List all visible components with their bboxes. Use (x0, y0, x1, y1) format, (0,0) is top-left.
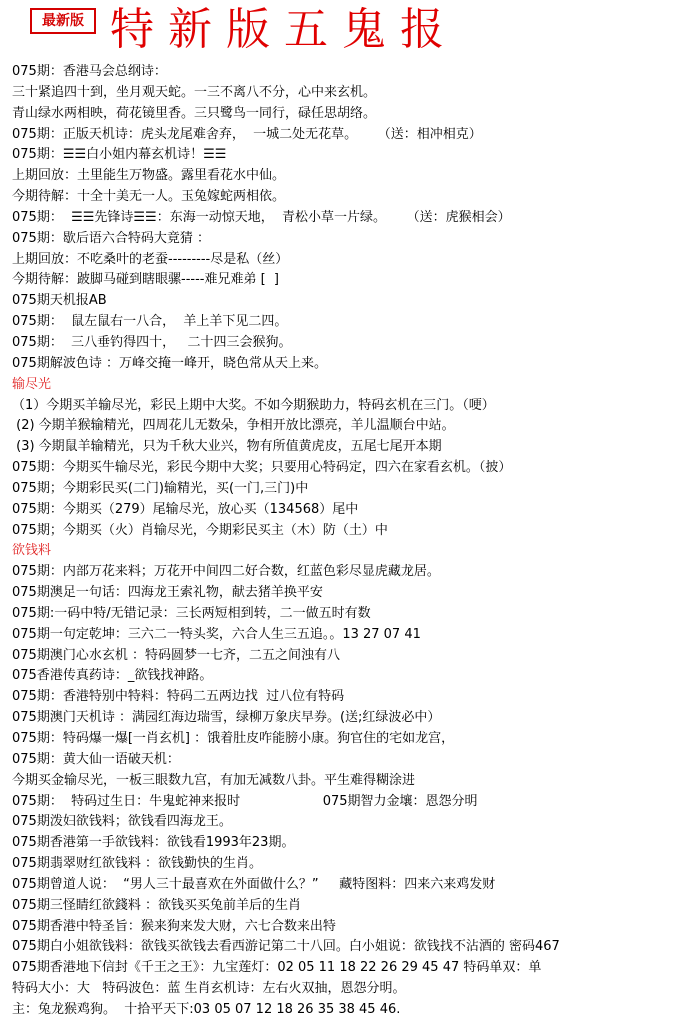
text-line: 特码大小：大 特码波色：蓝 生肖玄机诗：左右火双抽，恩怨分明。 (12, 981, 406, 997)
text-line: 075期；今期彩民买(二门)输精光，买(一门,三门)中 (12, 480, 309, 496)
section-heading: 输尽光 (12, 376, 52, 392)
text-line: 075期澳足一句话：四海龙王索礼物，献去猪羊换平安 (12, 585, 323, 601)
text-line: 075期解波色诗 ：万峰交掩一峰开，晓色常从天上来。 (12, 355, 327, 371)
content-lines (12, 62, 678, 1021)
text-line: 075期：今期买牛输尽光，彩民今期中大奖；只要用心特码定，四六在家看玄机。（披） (12, 460, 512, 476)
text-line: 上期回放：土里能生万物盛。露里看花水中仙。 (12, 168, 286, 184)
text-line: 三十紧追四十到，坐月观天蛇。一三不离八不分，心中来玄机。 (12, 84, 377, 100)
text-line: 075期：内部万花来料；万花开中间四二好合数，红蓝色彩尽显虎藏龙居。 (12, 564, 440, 580)
text-line: （1）今期买羊输尽光，彩民上期中大奖。不如今期猴助力，特码玄机在三门。（哽） (12, 397, 495, 413)
text-line: 075期一句定乾坤：三六二一特头奖，六合人生三五追。。13 27 07 41 (12, 626, 421, 642)
text-line: 075期天机报AB (12, 293, 107, 309)
text-line: 075期三怪睛红欲錢料 ：欲钱买买兔前羊后的生肖 (12, 897, 301, 913)
text-line: 075期：香港特别中特料：特码二五两边找 过八位有特码 (12, 689, 345, 705)
text-line: 075期： 特码过生日：牛鬼蛇神来报时 075期智力金壤：恩怨分明 (12, 793, 478, 809)
text-line: 今期待解：跛脚马碰到瞎眼骡-----难兄难弟 [ ] (12, 272, 279, 288)
text-line: 075期澳门天机诗 ：满园红海边瑞雪，绿柳万象庆早券。(送;红绿波必中） (12, 710, 441, 726)
text-line: (3) 今期鼠羊输精光，只为千秋大业兴，物有所值黄虎皮，五尾七尾开本期 (12, 439, 442, 455)
text-line: 075期翡翠财红欲钱料 ：欲钱勤快的生肖。 (12, 856, 262, 872)
text-line: 075期:一码中特/无错记录：三长两短相到转，二一做五时有数 (12, 605, 371, 621)
text-line: 075期泼妇欲钱料；欲钱看四海龙王。 (12, 814, 232, 830)
page-header (0, 0, 678, 62)
text-line: 075期香港地下信封《千王之王》：九宝莲灯：02 05 11 18 22 26 29 45 47 特码单双：单 (12, 960, 542, 976)
text-line: 上期回放：不吃桑叶的老蚕---------尽是私（丝） (12, 251, 289, 267)
text-line: 075期香港中特圣旨：猴来狗来发大财，六七合数来出特 (12, 918, 336, 934)
page-title: 特新版五鬼报 (110, 4, 458, 55)
text-line: 075期：今期买（279）尾输尽光，放心买（134568）尾中 (12, 501, 359, 517)
text-line: 075期香港第一手欲钱料：欲钱看1993年23期。 (12, 835, 295, 851)
text-line: 075香港传真药诗：_欲钱找神路。 (12, 668, 213, 684)
text-line: 075期：黄大仙一语破天机： (12, 751, 180, 767)
text-line: 075期： 三八垂钓得四十， 二十四三会猴狗。 (12, 334, 292, 350)
text-line: 075期；今期买（火）肖输尽光，今期彩民买主（木）防（土）中 (12, 522, 388, 538)
text-line: 今期待解：十全十美无一人。玉兔嫁蛇两相依。 (12, 189, 286, 205)
text-line: 075期曾道人说： “男人三十最喜欢在外面做什么？” 藏特图料：四来六来鸡发财 (12, 876, 496, 892)
text-line: 075期：香港马会总纲诗： (12, 64, 167, 79)
text-line: 075期澳门心水玄机 ：特码圆梦一七齐，二五之间浊有八 (12, 647, 340, 663)
text-line: 075期白小姐欲钱料：欲钱买欲钱去看西游记第二十八回。白小姐说：欲钱找不沾酒的 密码467 (12, 939, 560, 955)
text-line: 075期： ☰☰先锋诗☰☰：东海一动惊天地， 青松小草一片绿。 （送：虎猴相会） (12, 209, 511, 225)
text-line: 075期：☰☰白小姐内幕玄机诗！☰☰ (12, 147, 227, 163)
text-line: 075期：歇后语六合特码大竟猜 ： (12, 230, 210, 246)
text-line: 075期：正版天机诗：虎头龙尾难舍弃， 一城二处无花草。 （送：相冲相克） (12, 126, 482, 142)
section-heading: 欲钱料 (12, 543, 52, 559)
text-line: 075期：特码爆一爆[一肖玄机] ：饿着肚皮咋能膀小康。狗官住的宅如龙宫， (12, 731, 455, 746)
text-line: (2) 今期羊猴输精光，四周花儿无数朵，争相开放比漂亮，羊儿温顺台中站。 (12, 418, 455, 434)
text-line: 青山绿水两相映，荷花镜里香。三只鹭鸟一同行，碌任思胡络。 (12, 105, 377, 121)
text-line: 今期买金输尽光，一板三眼数九宫，有加无减数八卦。平生难得糊涂进 (12, 772, 416, 788)
latest-edition-badge: 最新版 (30, 8, 96, 34)
text-line: 075期： 鼠左鼠右一八合， 羊上羊下见二四。 (12, 314, 288, 330)
text-line: 主：兔龙猴鸡狗。 十拾平天下:03 05 07 12 18 26 35 38 45 46. (12, 1001, 401, 1017)
